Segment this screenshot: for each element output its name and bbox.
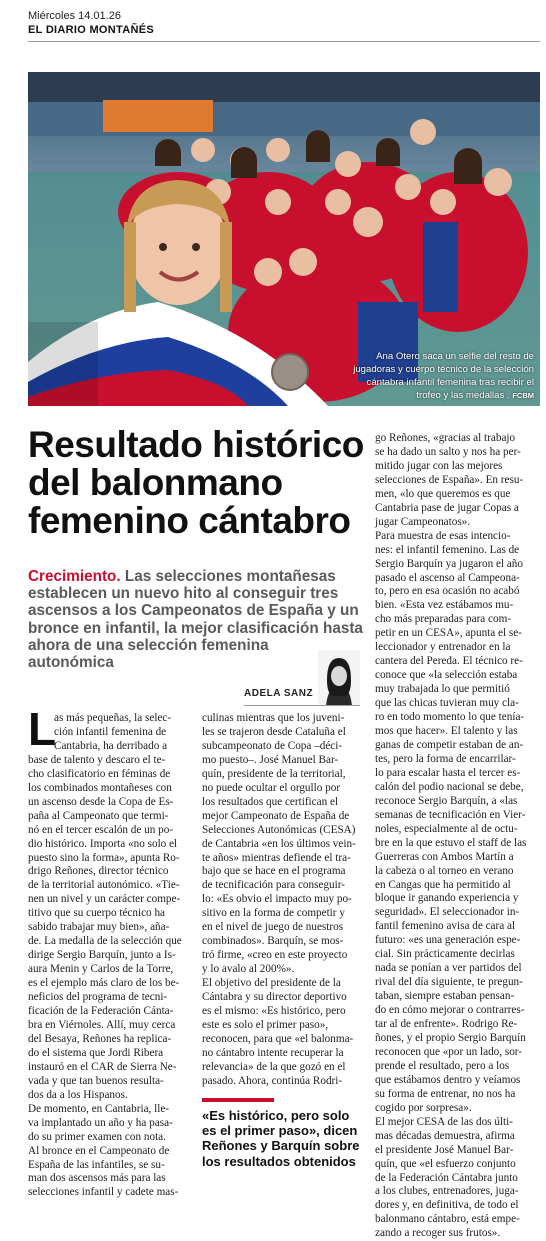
author-byline: ADELA SANZ (244, 688, 314, 699)
body-text-line: bloque ir ganando experiencia y (375, 892, 519, 905)
body-text-line: Cántabra y su director deportivo (202, 991, 347, 1004)
body-text-line: Guerreras con Ambos Martín a (375, 850, 514, 863)
body-text-line: petir en un CESA», apunta el se- (375, 627, 522, 640)
team-selfie-photo (28, 72, 540, 406)
pullquote-line: Reñones y Barquín sobre (202, 1138, 360, 1154)
body-text-line: semanas de tecnificación en Vier- (375, 808, 526, 821)
body-text-line: fantil femenino avisa de cara al (375, 920, 516, 933)
body-text-line: los combinados montañeses con (28, 781, 172, 794)
body-text-line: men, «lo que queremos es que (375, 487, 511, 500)
body-text-line: España de las infantiles, se su- (28, 1158, 165, 1171)
body-text-line: aura Menin y Carlos de la Torre, (28, 963, 174, 976)
body-text-line: man dos ascensos más para las (28, 1172, 166, 1185)
body-text-line: pasado. Ahora, continúa Rodri- (202, 1074, 343, 1087)
body-text-line: este es solo el primer paso», (202, 1018, 329, 1031)
body-text-line: base de talento y descaro el te- (28, 753, 166, 766)
body-text-line: el presidente José Manuel Bar- (375, 1143, 514, 1156)
body-text-line: nó en el tercer escalón de un po- (28, 823, 174, 836)
body-text-line: quín, presidente de la territorial, (202, 767, 346, 780)
body-text-line: rival del día siguiente, te pregun- (375, 976, 523, 989)
body-column-3 (375, 432, 540, 1241)
body-text-line: muy trabajada lo que permitió (375, 683, 510, 696)
body-text-line: bre en la que estuvo el staff de las (375, 836, 527, 849)
body-text-line: de la Federación Cántabra junto (375, 1171, 518, 1184)
headline-line: Resultado histórico (28, 424, 364, 465)
byline-divider (244, 705, 360, 706)
body-text-line: mejor Campeonato de España de (202, 809, 350, 822)
subhead-line: ascensos a los Campeonatos de España y un (28, 602, 359, 620)
body-text-line: va implantado un año y ha pasa- (28, 1116, 173, 1129)
body-text-line: tró firme, «creo en este proyecto (202, 949, 348, 962)
drop-cap: L (28, 703, 57, 755)
body-text-line: Sergio Barquín ya jugaron el año (375, 557, 523, 570)
body-text-line: do su primer examen con nota. (28, 1130, 166, 1143)
body-text-line: mo puesto–. José Manuel Bar- (202, 753, 339, 766)
body-text-line: mas décadas demuestra, afirma (375, 1129, 515, 1142)
body-text-line: ción infantil femenina de (54, 725, 167, 738)
photo-credit: FCBM (512, 391, 534, 400)
body-text-line: cantera del Pereda. El técnico re- (375, 655, 523, 668)
body-text-line: un ascenso desde la Copa de Es- (28, 795, 174, 808)
body-text-line: balonmano cántabro, está empe- (375, 1213, 520, 1226)
body-text-line: es el mismo: «Es histórico, pero (202, 1005, 346, 1018)
body-text-line: conoce que «la selección estaba (375, 669, 518, 682)
body-text-line: noles, especialmente al de octu- (375, 822, 518, 835)
body-text-line: futuro: «es una generación espe- (375, 934, 521, 947)
body-text-line: de la territorial autonómico. «Tie- (28, 879, 180, 892)
body-text-line: do en cómo mejorar o contrarres- (375, 1004, 525, 1017)
body-text-line: vada y que tan buenos resulta- (28, 1074, 164, 1087)
body-text-line: y lo avalo al 200%». (202, 963, 295, 976)
body-text-line: do el sistema que Jordi Ribera (28, 1046, 164, 1059)
subhead-line: Las selecciones montañesas (120, 568, 336, 585)
body-text-line: bra en Viérnoles. Allí, muy cerca (28, 1018, 176, 1031)
body-text-line: su forma de entrenar, no nos ha (375, 1087, 516, 1100)
body-text-line: pasado el ascenso al Campeona- (375, 571, 520, 584)
body-text-line: cho más preparadas para com- (375, 613, 512, 626)
body-text-line: es el ejemplo más claro de los be- (28, 977, 180, 990)
subhead-line: bronce en infantil, la mejor clasificación hasta (28, 619, 363, 637)
body-text-line: nen un nivel y un carácter compe- (28, 893, 181, 906)
body-text-line: dio histórico. Importa «no solo el (28, 837, 178, 850)
pullquote-line: es el primer paso», dicen (202, 1123, 358, 1139)
issue-date: Miércoles 14.01.26 (28, 10, 121, 22)
body-text-line: dores y, en definitiva, de todo el (375, 1199, 519, 1212)
body-text-line: reconocen, para que «el balonma- (202, 1032, 354, 1045)
body-text-line: combinados». Barquín, se mos- (202, 935, 344, 948)
header-divider (28, 41, 540, 42)
body-text-line: lo para escalar hasta el tercer es- (375, 766, 521, 779)
body-text-line: cogido por sorpresa». (375, 1101, 472, 1114)
pullquote-line: «Es histórico, pero solo (202, 1108, 350, 1123)
body-text-line: prende el resultado, pero a los (375, 1059, 510, 1072)
body-text-line: sabido trabajar muy bien», aña- (28, 921, 170, 934)
body-text-line: tar al de enfrente». Rodrigo Re- (375, 1018, 518, 1031)
body-text-line: neficios del programa de tecni- (28, 991, 168, 1004)
body-text-line: nes: el infantil femenino. Las de (375, 543, 520, 556)
body-text-line: puesto sino la forma», apunta Ro- (28, 851, 180, 864)
body-text-line: go Reñones, «gracias al trabajo (375, 432, 516, 444)
body-text-line: de. La medalla de la selección que (28, 935, 182, 948)
body-text-line: Al bronce en el Campeonato de (28, 1144, 170, 1157)
body-text-line: la cabeza o al torneo en verano (375, 864, 514, 877)
body-column-2 (202, 712, 362, 1089)
body-text-line: paña al Campeonato que termi- (28, 809, 169, 822)
body-text-line: de Cantabria «en los últimos vein- (202, 837, 356, 850)
body-text-line: titivo que su cuerpo técnico ha (28, 907, 166, 920)
body-text-line: culinas mientras que los juveni- (202, 712, 345, 724)
newspaper-name: EL DIARIO MONTAÑÉS (28, 24, 154, 36)
body-text-line: nada se ponían a ver partidos del (375, 962, 522, 975)
body-text-line: dirige Sergio Barquín, junto a Is- (28, 949, 176, 962)
body-text-line: cial. Sin prácticamente decirlas (375, 948, 515, 961)
pullquote-accent-bar (202, 1098, 274, 1102)
body-text-line: bien. «Esta vez estábamos mu- (375, 599, 514, 612)
body-text-line: se ha dado un salto y nos ha per- (375, 445, 521, 458)
body-text-line: de tecnificación para conseguir- (202, 879, 345, 892)
body-text-line: ro en todo momento lo que tenía- (375, 711, 525, 724)
body-text-line: los resultados que certifican el (202, 795, 339, 808)
body-text-line: no cántabro intente recuperar la (202, 1046, 344, 1059)
body-text-line: seguridad». El seleccionador in- (375, 906, 520, 919)
photo-caption (344, 350, 534, 402)
body-text-line: selecciones infantil y cadete mas- (28, 1186, 179, 1199)
author-photo (318, 650, 360, 706)
body-text-line: Cantabria pase de jugar Copas a (375, 501, 519, 514)
subhead-kicker: Crecimiento. (28, 568, 121, 585)
body-text-line: instauró en el CAR de Sierra Ne- (28, 1060, 177, 1073)
body-text-line: Selecciones Autonómicas (CESA) (202, 823, 356, 836)
body-text-line: zando a recoger sus frutos». (375, 1227, 501, 1240)
body-text-line: to, pero en esa ocasión no acabó (375, 585, 520, 598)
body-text-line: jugar Campeonatos». (375, 515, 471, 528)
pullquote (202, 1108, 372, 1169)
body-text-line: ganas de competir estaban de an- (375, 738, 524, 751)
body-text-line: El mejor CESA de las dos últi- (375, 1115, 513, 1128)
body-text-line: que las chicas tuvieran muy cla- (375, 697, 519, 710)
headline-line: femenino cántabro (28, 500, 351, 541)
body-text-line: as más pequeñas, la selec- (54, 712, 172, 724)
body-text-line: lo: «Es obvio el impacto muy po- (202, 893, 352, 906)
subhead-line: ahora de una selección femenina (28, 636, 269, 654)
body-text-line: ficación de la Federación Cánta- (28, 1005, 174, 1018)
body-text-line: no puede ocultar el orgullo por (202, 781, 341, 794)
body-text-line: bajo que se hace en el programa (202, 865, 346, 878)
body-text-line: sitivo en la forma de competir y (202, 907, 345, 920)
body-text-line: en el nivel de juego de nuestros (202, 921, 344, 934)
body-text-line: El objetivo del presidente de la (202, 977, 341, 990)
body-text-line: reconoce Sergio Barquín, a «las (375, 794, 518, 807)
body-column-1 (28, 712, 188, 1200)
body-text-line: mitido jugar con las mejores (375, 459, 503, 472)
body-text-line: taban, siempre estaban pensan- (375, 990, 515, 1003)
pullquote-line: los resultados obtenidos (202, 1153, 356, 1169)
body-text-line: te años» mientras defiende el tra- (202, 851, 351, 864)
headline-line: del balonmano (28, 462, 283, 503)
article-headline (28, 426, 373, 540)
body-text-line: les se trajeron desde Cataluña el (202, 725, 346, 738)
body-text-line: dos da a los Hispanos. (28, 1088, 128, 1101)
body-text-line: De momento, en Cantabria, lle- (28, 1102, 170, 1115)
body-text-line: relevancia» de la que gozó en el (202, 1060, 346, 1073)
author-portrait-illustration (318, 650, 360, 706)
body-text-line: en Cangas que ha permitido al (375, 878, 511, 891)
body-text-line: ñones, y el propio Sergio Barquín (375, 1031, 526, 1044)
body-text-line: reconocen que «por un lado, sor- (375, 1045, 523, 1058)
body-text-line: selecciones de España». En resu- (375, 473, 524, 486)
body-text-line: cho clasificatorio en féminas de (28, 767, 171, 780)
body-text-line: subcampeonato de Copa –déci- (202, 739, 343, 752)
body-text-line: del Besaya, Reñones ha replica- (28, 1032, 172, 1045)
body-text-line: quín, que «el esfuerzo conjunto (375, 1157, 516, 1170)
body-text-line: leccionador y entrenador en la (375, 641, 511, 654)
body-text-line: Para muestra de esas intencio- (375, 529, 511, 542)
subhead-line: autonómica (28, 654, 114, 672)
body-text-line: Cantabria, ha derribado a (54, 739, 168, 752)
subhead-line: establecen un nuevo hito al conseguir tres (28, 585, 339, 603)
body-text-line: mos que hacer». El talento y las (375, 725, 518, 738)
caption-text: Ana Otero saca un selfie del resto de jugadoras y cuerpo técnico de la selección cántabra infantil femenina tras recibir el trofeo y las medallas . (353, 351, 534, 401)
body-text-line: drigo Reñones, director técnico (28, 865, 169, 878)
body-text-line: que estábamos dentro y veíamos (375, 1073, 521, 1086)
body-text-line: calón del podio nacional se debe, (375, 780, 524, 793)
body-text-line: tes, pero la forma de encarrilar- (375, 752, 516, 765)
body-text-line: a los clubes, entrenadores, juga- (375, 1185, 519, 1198)
